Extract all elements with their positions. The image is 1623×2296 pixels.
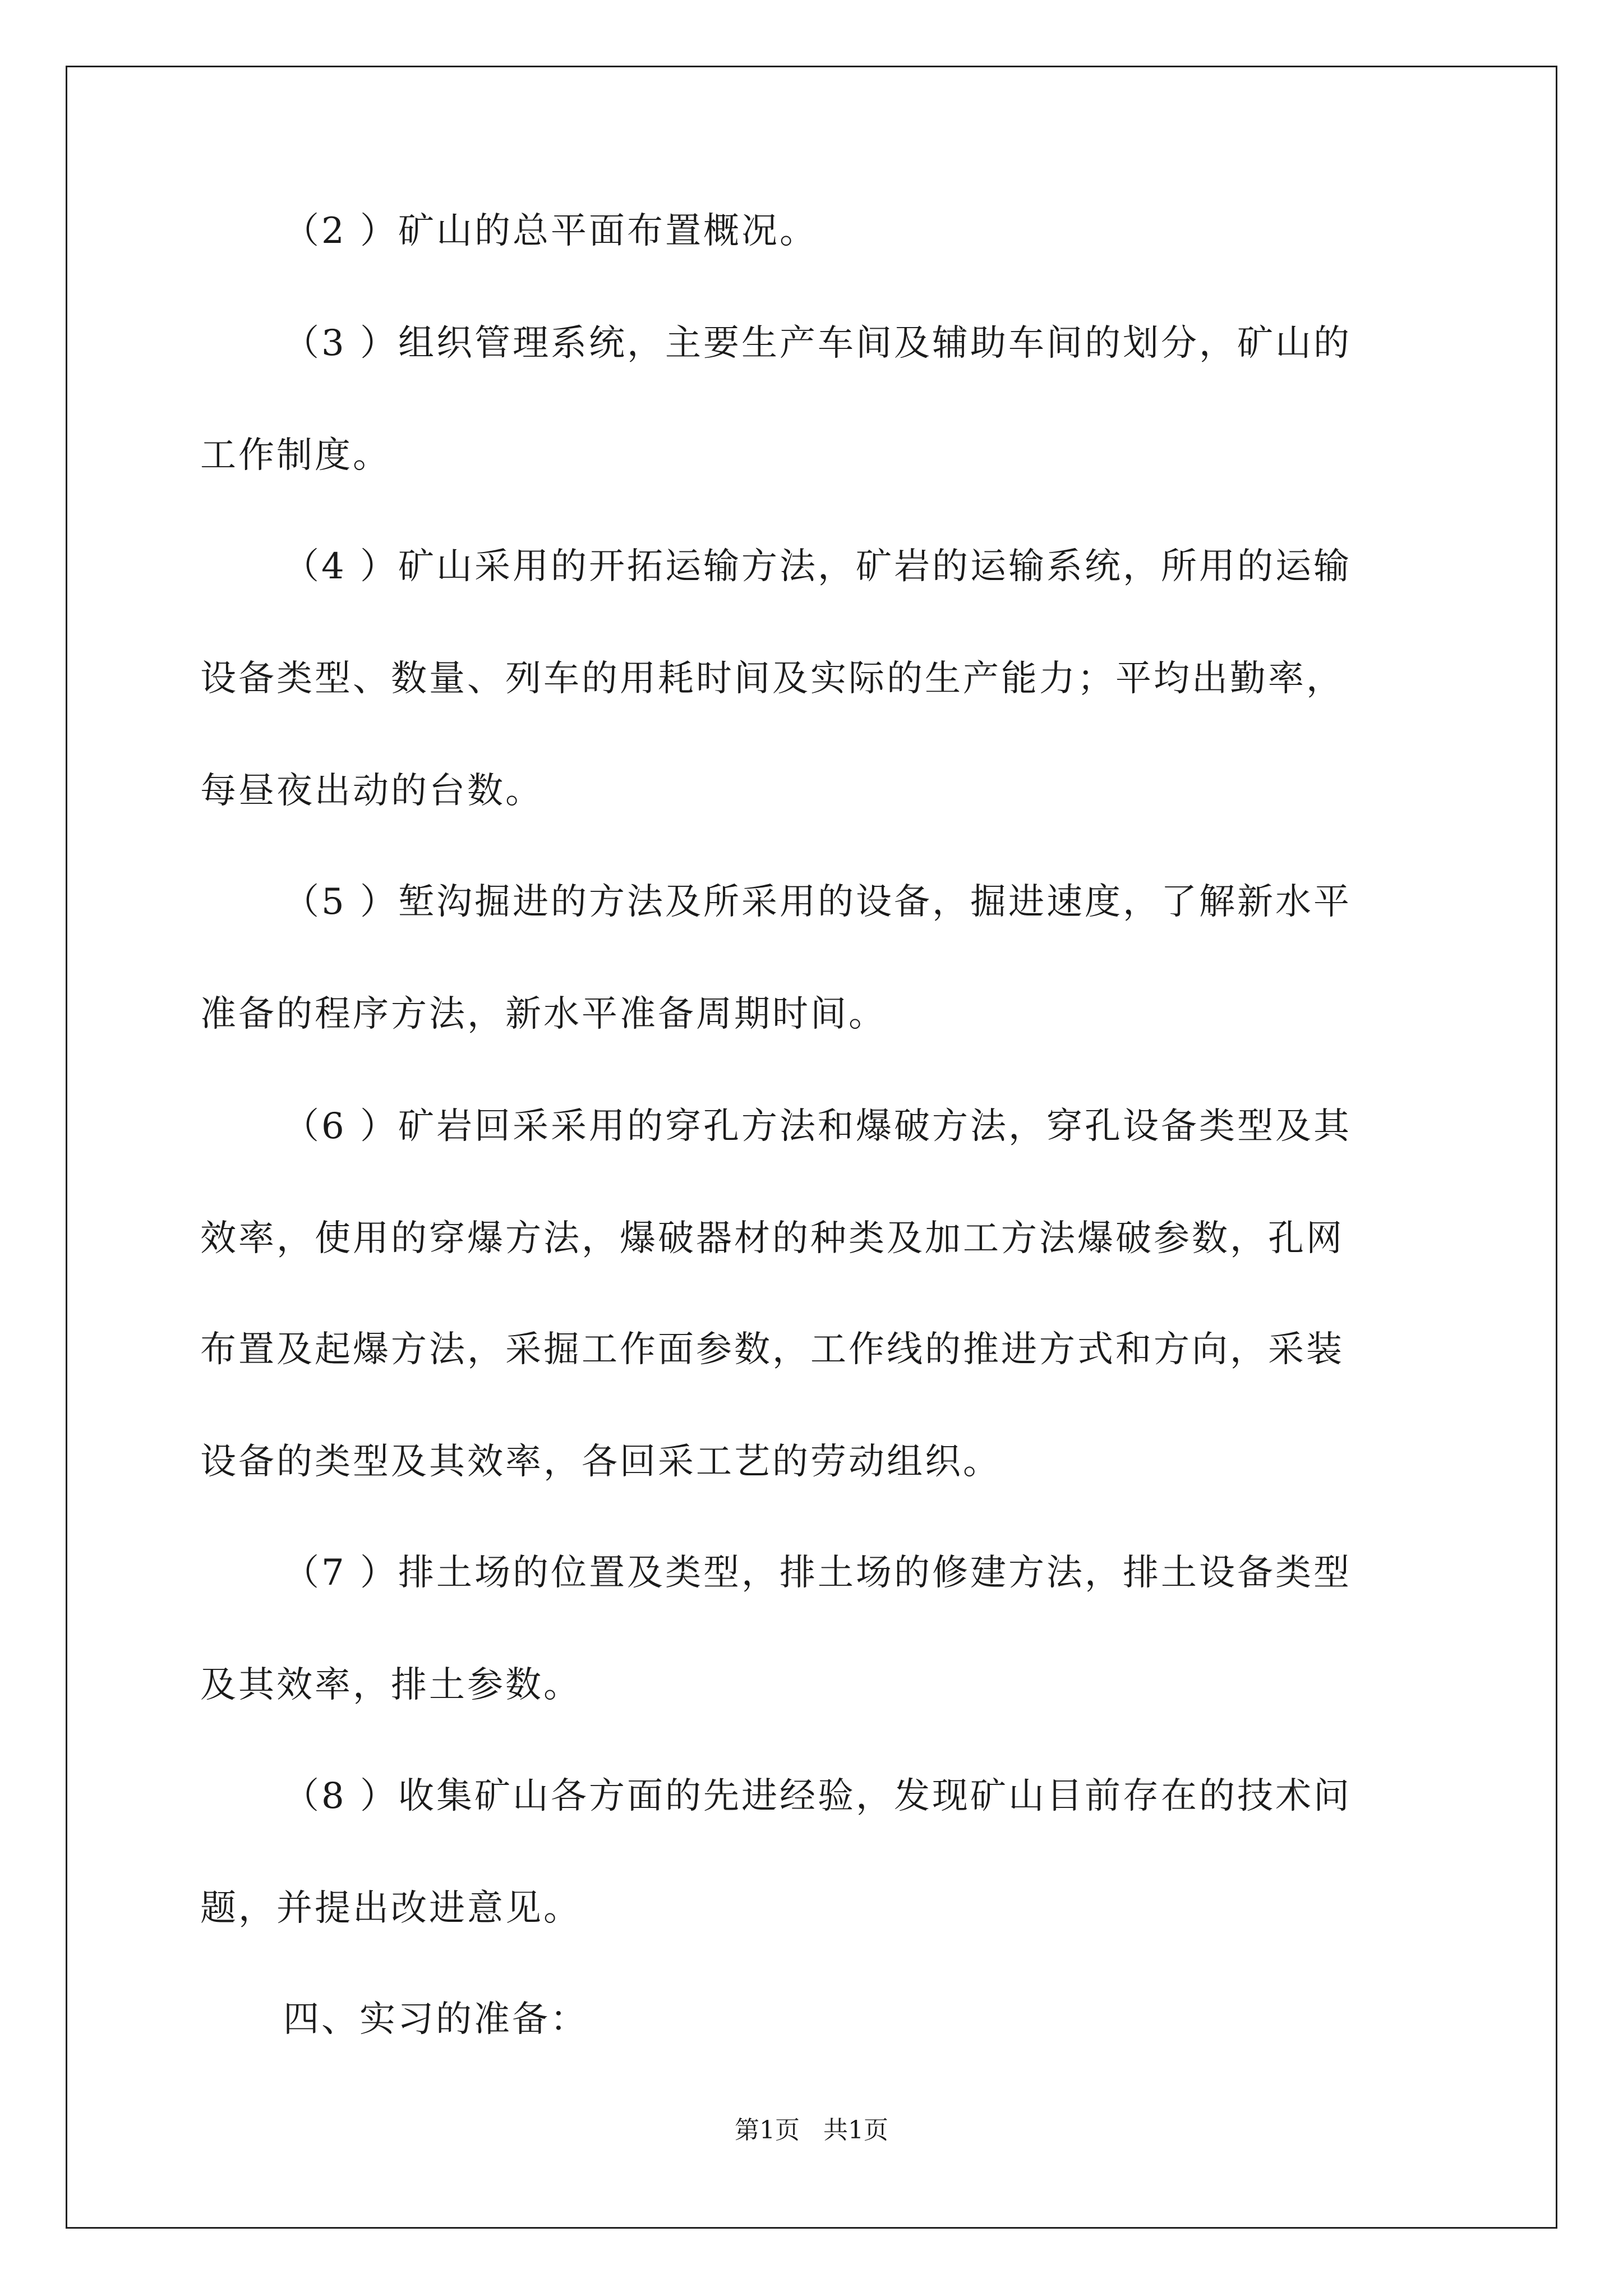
- paragraph-line: （2 ）矿山的总平面布置概况。: [283, 210, 818, 252]
- paragraph-line: （8 ）收集矿山各方面的先进经验，发现矿山目前存在的技术问: [283, 1775, 1352, 1817]
- paragraph-line: 设备类型、数量、列车的用耗时间及实际的生产能力；平均出勤率，: [200, 658, 1344, 700]
- paragraph-line: （3 ）组织管理系统，主要生产车间及辅助车间的划分，矿山的: [283, 323, 1352, 364]
- paragraph-line: 准备的程序方法，新水平准备周期时间。: [200, 993, 887, 1035]
- paragraph-line: （6 ）矿岩回采采用的穿孔方法和爆破方法，穿孔设备类型及其: [283, 1106, 1352, 1147]
- paragraph-line: 题，并提出改进意见。: [200, 1888, 582, 1929]
- paragraph-line: 设备的类型及其效率，各回采工艺的劳动组织。: [200, 1441, 1001, 1483]
- page-number-footer: 第1页 共1页: [735, 2116, 888, 2145]
- paragraph-line: 工作制度。: [200, 435, 391, 476]
- paragraph-line: （7 ）排土场的位置及类型，排土场的修建方法，排土设备类型: [283, 1552, 1352, 1594]
- section-heading: 四、实习的准备：: [283, 1999, 588, 2040]
- paragraph-line: 布置及起爆方法，采掘工作面参数，工作线的推进方式和方向，采装: [200, 1329, 1344, 1370]
- paragraph-line: （4 ）矿山采用的开拓运输方法，矿岩的运输系统，所用的运输: [283, 546, 1352, 587]
- paragraph-line: 及其效率，排土参数。: [200, 1664, 582, 1706]
- paragraph-line: （5 ）堑沟掘进的方法及所采用的设备，掘进速度，了解新水平: [283, 881, 1352, 923]
- paragraph-line: 每昼夜出动的台数。: [200, 770, 543, 812]
- paragraph-line: 效率，使用的穿爆方法，爆破器材的种类及加工方法爆破参数，孔网: [200, 1218, 1344, 1259]
